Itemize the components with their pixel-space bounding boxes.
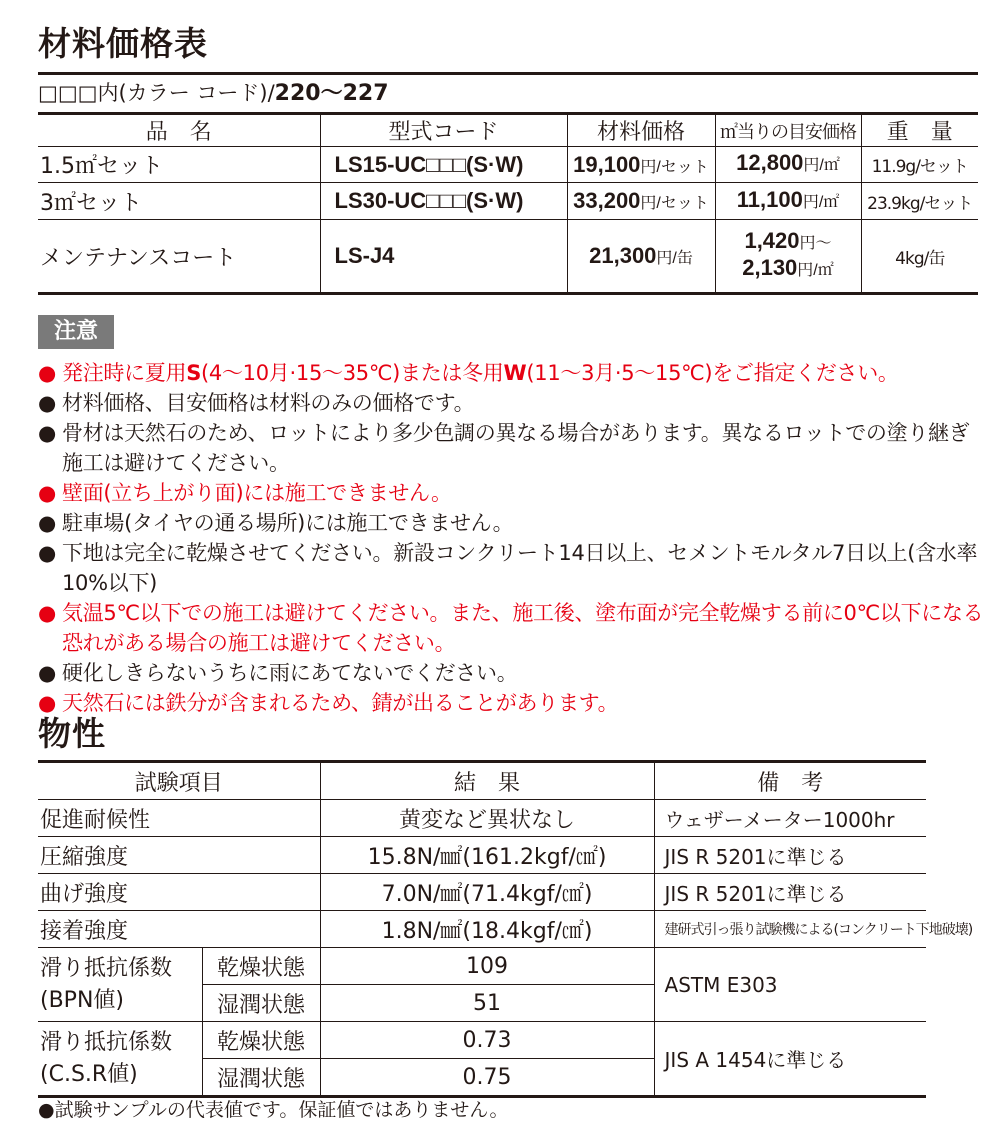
header-weight: 重 量 xyxy=(861,114,978,147)
note-text: 発注時に夏用 xyxy=(62,361,187,385)
product-price xyxy=(567,220,715,294)
header-unit-price: ㎡当りの目安価格 xyxy=(715,114,861,147)
bpn-remark: ASTM E303 xyxy=(654,948,926,1022)
color-code-line xyxy=(38,78,389,109)
table-row xyxy=(38,183,978,220)
header-remark: 備 考 xyxy=(654,762,926,800)
properties-title: 物性 xyxy=(38,714,106,753)
note-text: 駐車場(タイヤの通る場所)には施工できません。 xyxy=(62,511,514,535)
header-name: 品 名 xyxy=(38,114,320,147)
note-bold-w: W xyxy=(503,361,527,385)
bullet: ● xyxy=(38,481,57,505)
test-item: 促進耐候性 xyxy=(38,800,320,837)
price-value: 21,300 xyxy=(589,243,657,268)
color-code-prefix: □□□内(カラー コード)/ xyxy=(38,81,275,105)
product-name: 1.5㎡セット xyxy=(38,147,320,183)
note-text: (11〜3月·5〜15℃)をご指定ください。 xyxy=(526,361,899,385)
unit-price-suffix: 円/㎡ xyxy=(802,193,840,211)
list-item xyxy=(38,418,988,478)
header-result: 結 果 xyxy=(320,762,654,800)
csr-wet-label: 湿潤状態 xyxy=(202,1059,320,1097)
test-remark: ウェザーメーター1000hr xyxy=(654,800,926,837)
list-item xyxy=(38,538,988,598)
product-weight: 23.9kg/セット xyxy=(861,183,978,220)
materials-title: 材料価格表 xyxy=(38,24,208,63)
unit-price-suffix: 円/㎡ xyxy=(797,262,834,279)
table-row xyxy=(38,147,978,183)
bullet: ● xyxy=(38,421,57,445)
table-row xyxy=(38,911,926,948)
note-text: 天然石には鉄分が含まれるため、錆が出ることがあります。 xyxy=(62,691,619,715)
test-result: 15.8N/㎟(161.2kgf/㎠) xyxy=(320,837,654,874)
header-price: 材料価格 xyxy=(567,114,715,147)
list-item xyxy=(38,388,988,418)
note-text: 下地は完全に乾燥させてください。新設コンクリート14日以上、セメントモルタル7日以上(含水率10%以下) xyxy=(62,541,978,595)
csr-item-line2: (C.S.R値) xyxy=(40,1061,138,1087)
price-table xyxy=(38,112,978,295)
price-value: 33,200 xyxy=(573,188,641,213)
test-remark: JIS R 5201に準じる xyxy=(654,874,926,911)
unit-price-value: 12,800 xyxy=(736,150,804,175)
csr-dry-value: 0.73 xyxy=(320,1022,654,1059)
notes-list xyxy=(38,358,988,718)
title-rule xyxy=(38,72,978,75)
note-text: 骨材は天然石のため、ロットにより多少色調の異なる場合があります。異なるロットでの塗り継ぎ施工は避けてください。 xyxy=(62,421,970,475)
csr-wet-value: 0.75 xyxy=(320,1059,654,1097)
list-item xyxy=(38,688,988,718)
notice-label: 注意 xyxy=(38,315,114,349)
price-unit: 円/セット xyxy=(640,195,709,212)
bullet: ● xyxy=(38,511,57,535)
unit-price-value: 11,100 xyxy=(736,186,803,212)
table-row xyxy=(38,874,926,911)
bullet: ● xyxy=(38,541,57,565)
bpn-dry-label: 乾燥状態 xyxy=(202,948,320,985)
unit-price-line1 xyxy=(716,229,861,256)
csr-dry-label: 乾燥状態 xyxy=(202,1022,320,1059)
product-weight: 11.9g/セット xyxy=(861,147,978,183)
bullet: ● xyxy=(38,391,57,415)
price-unit: 円/セット xyxy=(640,158,709,176)
bpn-item xyxy=(38,948,202,1022)
product-price xyxy=(567,147,715,183)
note-text: (4〜10月·15〜35℃)または冬用 xyxy=(201,361,504,385)
bpn-wet-value: 51 xyxy=(320,985,654,1022)
test-result: 7.0N/㎟(71.4kgf/㎠) xyxy=(320,874,654,911)
list-item xyxy=(38,508,988,538)
price-value: 19,100 xyxy=(573,151,641,177)
bullet: ● xyxy=(38,361,57,385)
test-item: 接着強度 xyxy=(38,911,320,948)
note-text: 気温5℃以下での施工は避けてください。また、施工後、塗布面が完全乾燥する前に0℃以下になる恐れがある場合の施工は避けてください。 xyxy=(62,601,984,655)
test-item: 圧縮強度 xyxy=(38,837,320,874)
test-remark: JIS R 5201に準じる xyxy=(654,837,926,874)
product-code: LS30-UC□□□(S·W) xyxy=(320,183,567,220)
table-row xyxy=(38,220,978,294)
csr-remark: JIS A 1454に準じる xyxy=(654,1022,926,1097)
product-weight: 4kg/缶 xyxy=(861,220,978,294)
unit-price-value: 1,420 xyxy=(744,228,800,253)
test-remark: 建研式引っ張り試験機による(コンクリート下地破壊) xyxy=(654,911,926,948)
color-code-range: 220〜227 xyxy=(274,81,389,106)
note-text: 材料価格、目安価格は材料のみの価格です。 xyxy=(62,391,475,415)
price-table-header xyxy=(38,114,978,147)
product-name: 3㎡セット xyxy=(38,183,320,220)
product-name: メンテナンスコート xyxy=(38,220,320,294)
note-bold-s: S xyxy=(186,361,202,385)
bullet: ● xyxy=(38,691,57,715)
footer-note: ●試験サンプルの代表値です。保証値ではありません。 xyxy=(38,1099,509,1121)
bullet: ● xyxy=(38,661,57,685)
product-unit-price xyxy=(715,183,861,220)
prop-table-header xyxy=(38,762,926,800)
product-unit-price xyxy=(715,147,861,183)
list-item xyxy=(38,598,988,658)
properties-table xyxy=(38,760,973,1098)
list-item xyxy=(38,658,988,688)
product-unit-price xyxy=(715,220,861,294)
test-result: 黄変など異状なし xyxy=(320,800,654,837)
unit-price-value: 2,130 xyxy=(742,255,798,280)
product-code: LS15-UC□□□(S·W) xyxy=(320,147,567,183)
unit-price-suffix: 円/㎡ xyxy=(803,157,840,174)
product-price xyxy=(567,183,715,220)
header-code: 型式コード xyxy=(320,114,567,147)
note-text: 壁面(立ち上がり面)には施工できません。 xyxy=(62,481,452,505)
table-row xyxy=(38,1022,926,1059)
bpn-item-line1: 滑り抵抗係数 xyxy=(40,955,173,981)
list-item xyxy=(38,358,988,388)
unit-price-line2 xyxy=(716,256,861,283)
bpn-dry-value: 109 xyxy=(320,948,654,985)
header-test-item: 試験項目 xyxy=(38,762,320,800)
test-item: 曲げ強度 xyxy=(38,874,320,911)
csr-item xyxy=(38,1022,202,1097)
bpn-item-line2: (BPN値) xyxy=(40,987,124,1013)
csr-item-line1: 滑り抵抗係数 xyxy=(40,1029,173,1055)
list-item xyxy=(38,478,988,508)
table-row xyxy=(38,837,926,874)
product-code: LS-J4 xyxy=(320,220,567,294)
price-unit: 円/缶 xyxy=(656,250,693,267)
table-row xyxy=(38,948,926,985)
unit-price-suffix: 円〜 xyxy=(799,235,832,252)
bullet: ● xyxy=(38,601,57,625)
test-result: 1.8N/㎟(18.4kgf/㎠) xyxy=(320,911,654,948)
note-text: 硬化しきらないうちに雨にあてないでください。 xyxy=(62,661,518,685)
bpn-wet-label: 湿潤状態 xyxy=(202,985,320,1022)
table-row xyxy=(38,800,926,837)
